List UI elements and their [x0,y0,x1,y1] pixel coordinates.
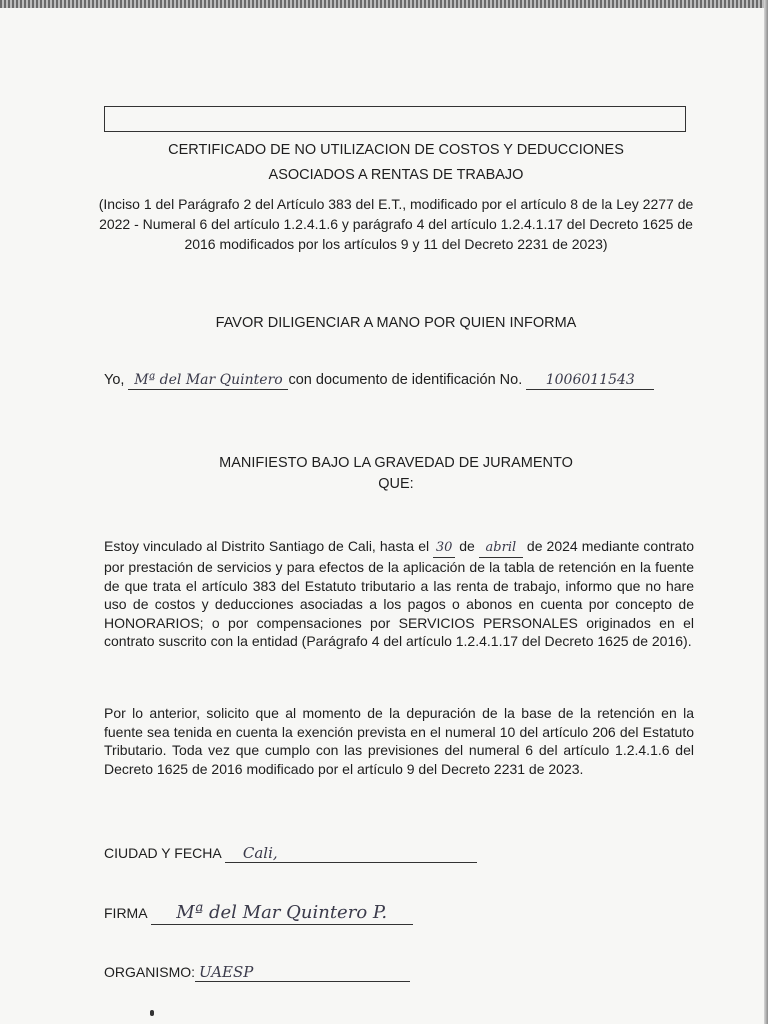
paragraph-1 [104,537,694,651]
city-date-field [104,843,477,863]
paragraph-1-start: Estoy vinculado al Distrito Santiago de Cali, hasta el [104,538,430,554]
declarant-name-handwritten: Mª del Mar Quintero [128,371,288,390]
signature-value: Mª del Mar Quintero P. [151,902,413,925]
scan-edge-right [764,0,768,1024]
city-date-label: CIUDAD Y FECHA [104,845,221,861]
id-label: con documento de identificación No. [288,372,523,388]
signature-label: FIRMA [104,905,147,921]
declarant-prefix: Yo, [104,372,125,388]
empty-header-box [104,106,686,132]
signature-field [104,902,413,925]
scan-speck [150,1010,154,1016]
organism-label: ORGANISMO: [104,964,196,980]
paragraph-2: Por lo anterior, solicito que al momento de la depuración de la base de la retención en la fuente sea tenida en cuenta la exención prevista en el numeral 10 del artículo 206 del Estatuto Tributario. Toda vez que cumplo con las previsiones del numeral 6 del artículo 1.2.4.1.6 del Decreto 1625 de 2016 modificado por el artículo 9 del Decreto 2231 de 2023. [104,705,694,777]
instruction-text: FAVOR DILIGENCIAR A MANO POR QUIEN INFORMA [215,315,577,331]
paragraph-1-de: de [459,538,475,554]
oath-que: QUE: [378,476,414,492]
document-title-line-2: ASOCIADOS A RENTAS DE TRABAJO [268,167,524,183]
organism-value: UAESP [195,963,410,982]
oath-title: MANIFIESTO BAJO LA GRAVEDAD DE JURAMENTO [219,455,573,471]
organism-field [104,962,410,982]
legal-reference: (Inciso 1 del Parágrafo 2 del Artículo 383 del E.T., modificado por el artículo 8 de la Ley 2277 de 2022 - Numeral 6 del artículo 1.2.4.1.6 y parágrafo 4 del artículo 1.2.4.1.17 del Decreto 1625 de 2016 modificados por los artículos 9 y 11 del Decreto 2231 de 2023) [98,196,694,252]
city-date-value: Cali, [225,844,477,863]
paragraph-1-rest: de 2024 mediante contrato por prestación de servicios y para efectos de la aplicación de la tabla de retención en la fuente de que trata el artículo 383 del Estatuto tributario a las renta de trabajo, informo que no hare uso de costos y deducciones asociadas a los pagos o abonos en cuenta por concepto de HONORARIOS; o por compensaciones por SERVICIOS PERSONALES originados en el contrato suscrito con la entidad (Parágrafo 4 del artículo 1.2.4.1.17 del Decreto 1625 de 2016). [104,538,694,649]
month-handwritten: abril [479,539,523,558]
day-handwritten: 30 [433,539,455,558]
scan-edge-top [0,0,768,8]
declarant-line [104,370,704,390]
document-title-line-1: CERTIFICADO DE NO UTILIZACION DE COSTOS Y DEDUCCIONES [168,142,624,158]
id-number-handwritten: 1006011543 [526,371,654,390]
